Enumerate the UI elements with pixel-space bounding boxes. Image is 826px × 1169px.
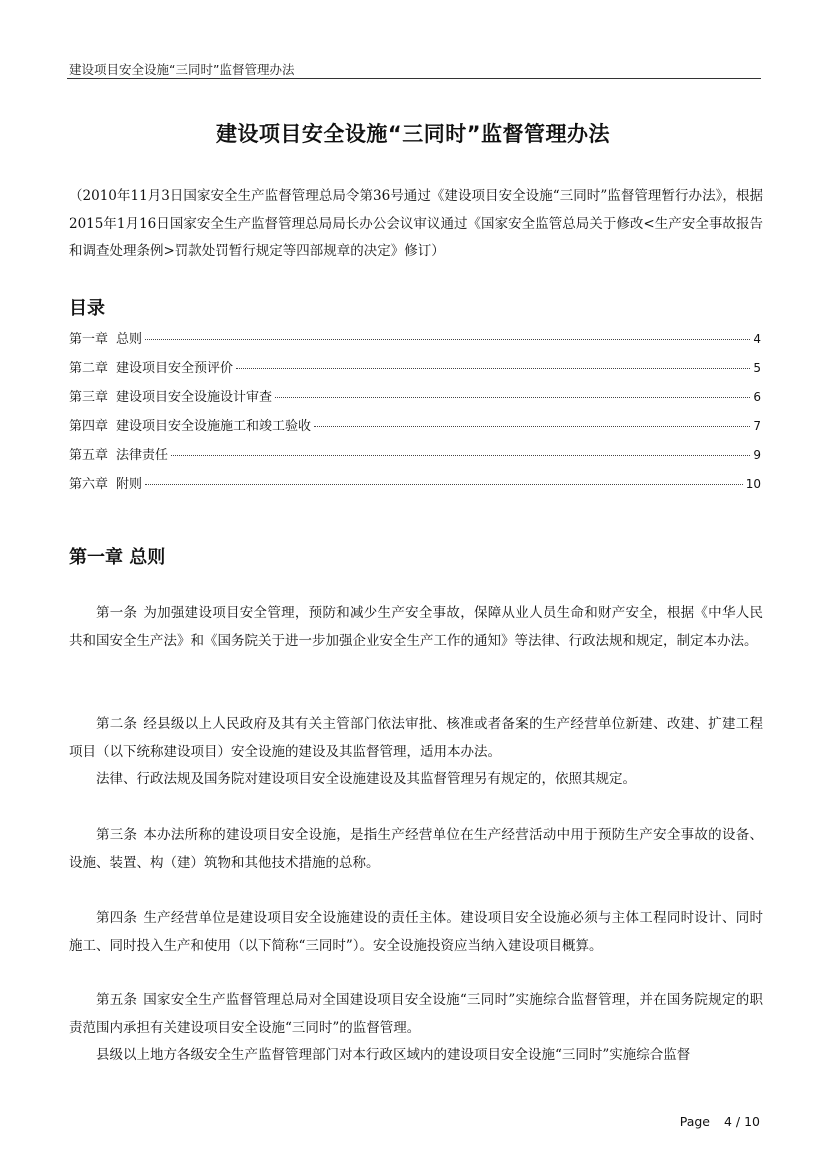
article-paragraph (69, 987, 763, 1042)
running-header: 建设项目安全设施“三同时”监督管理办法 (69, 62, 295, 77)
article-label: 第四条 (96, 910, 138, 926)
toc-chapter: 第二章 (69, 361, 109, 376)
toc-page: 4 (753, 332, 761, 346)
table-of-contents (69, 328, 761, 502)
article-paragraph (69, 905, 763, 960)
toc-item[interactable] (69, 473, 761, 502)
toc-item[interactable] (69, 357, 761, 386)
article-text: 国家安全生产监督管理总局对全国建设项目安全设施“三同时”实施综合监督管理，并在国务院规定的职责范围内承担有关建设项目安全设施“三同时”的监督管理。 (69, 992, 763, 1036)
toc-leader (145, 339, 750, 340)
article-label: 第二条 (96, 716, 138, 732)
article-paragraph: 法律、行政法规及国务院对建设项目安全设施建设及其监督管理另有规定的，依照其规定。 (96, 771, 636, 787)
article-paragraph (69, 822, 763, 877)
toc-chapter: 第六章 (69, 477, 109, 492)
page-label: Page (679, 1114, 710, 1129)
toc-item[interactable] (69, 415, 761, 444)
article-text: 本办法所称的建设项目安全设施，是指生产经营单位在生产经营活动中用于预防生产安全事故的设备、设施、装置、构（建）筑物和其他技术措施的总称。 (69, 827, 764, 871)
toc-title: 建设项目安全设施设计审查 (116, 390, 273, 405)
toc-page: 9 (753, 448, 761, 462)
toc-title: 法律责任 (116, 448, 169, 463)
article-text: 生产经营单位是建设项目安全设施建设的责任主体。建设项目安全设施必须与主体工程同时设计、同时施工、同时投入生产和使用（以下简称“三同时”）。安全设施投资应当纳入建设项目概算。 (69, 910, 764, 954)
header-rule (67, 78, 761, 79)
toc-title: 总则 (116, 332, 143, 347)
article-4 (69, 905, 763, 960)
toc-title: 建设项目安全预评价 (116, 361, 234, 376)
article-paragraph: 县级以上地方各级安全生产监督管理部门对本行政区域内的建设项目安全设施“三同时”实施综合监督 (96, 1047, 691, 1063)
toc-chapter: 第四章 (69, 419, 109, 434)
document-title: 建设项目安全设施“三同时”监督管理办法 (215, 122, 611, 146)
toc-leader (145, 484, 743, 485)
article-2 (69, 711, 763, 794)
toc-page: 7 (753, 419, 761, 433)
toc-chapter: 第一章 (69, 332, 109, 347)
article-text: 为加强建设项目安全管理，预防和减少生产安全事故，保障从业人员生命和财产安全，根据《中华人民共和国安全生产法》和《国务院关于进一步加强企业安全生产工作的通知》等法律、行政法规和规定，制定本办法。 (69, 605, 764, 649)
toc-title: 附则 (116, 477, 143, 492)
toc-page: 6 (753, 390, 761, 404)
toc-title: 建设项目安全设施施工和竣工验收 (116, 419, 312, 434)
article-1 (69, 600, 763, 655)
article-label: 第三条 (96, 827, 138, 843)
toc-leader (236, 368, 750, 369)
toc-page: 5 (753, 361, 761, 375)
toc-item[interactable] (69, 328, 761, 357)
page-number: 4 / 10 (723, 1114, 760, 1129)
article-5 (69, 987, 763, 1070)
article-label: 第一条 (96, 605, 138, 621)
toc-page: 10 (745, 477, 761, 491)
toc-leader (171, 455, 750, 456)
toc-chapter: 第三章 (69, 390, 109, 405)
page-footer (680, 1114, 760, 1129)
toc-chapter: 第五章 (69, 448, 109, 463)
article-paragraph (69, 600, 763, 655)
article-3 (69, 822, 763, 877)
toc-leader (314, 426, 750, 427)
toc-item[interactable] (69, 444, 761, 473)
article-paragraph (69, 711, 763, 766)
article-text: 经县级以上人民政府及其有关主管部门依法审批、核准或者备案的生产经营单位新建、改建、扩建工程项目（以下统称建设项目）安全设施的建设及其监督管理，适用本办法。 (69, 716, 764, 760)
toc-leader (275, 397, 750, 398)
article-label: 第五条 (96, 992, 138, 1008)
toc-heading: 目录 (69, 298, 105, 319)
document-intro: （2010年11月3日国家安全生产监督管理总局令第36号通过《建设项目安全设施“三同时”监督管理暂行办法》，根据2015年1月16日国家安全生产监督管理总局局长办公会议审议通过《国家安全监管总局关于修改<生产安全事故报告和调查处理条例>罚款处罚暂行规定等四部规章的决定》修订） (69, 188, 763, 259)
chapter-heading: 第一章 总则 (69, 547, 166, 568)
toc-item[interactable] (69, 386, 761, 415)
